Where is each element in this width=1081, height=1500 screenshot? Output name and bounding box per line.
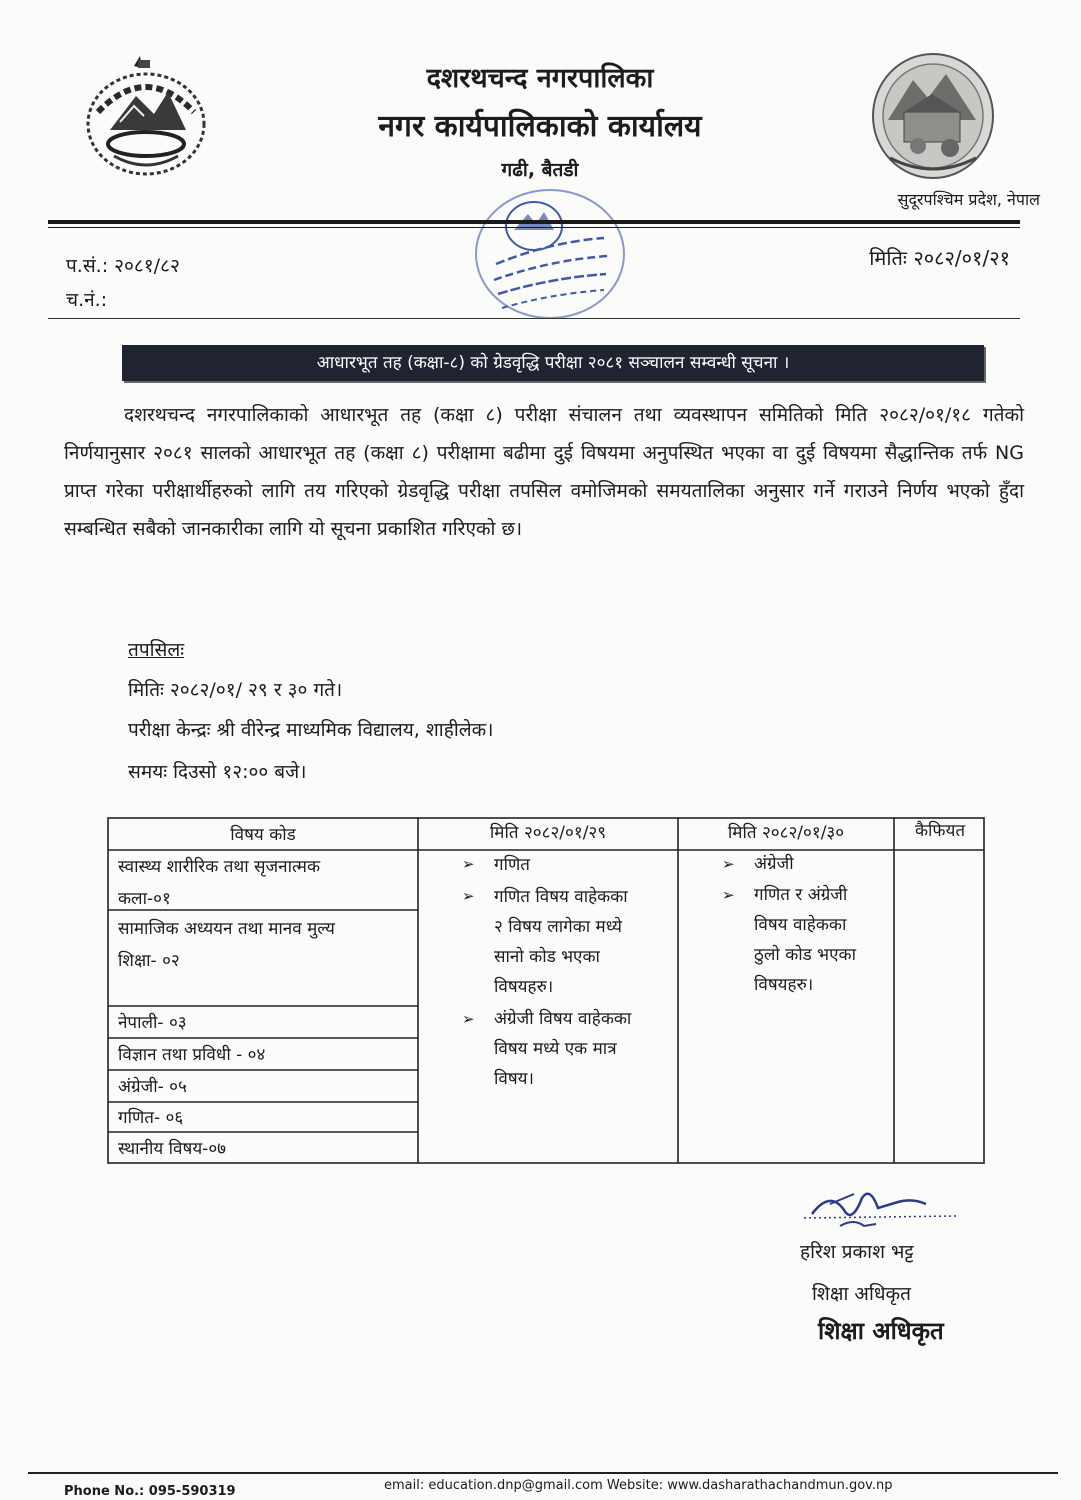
bullet-arrow-icon: ➢ [462,887,475,905]
bullet-arrow-icon: ➢ [462,1010,475,1028]
dispatch-number: च.नं.: [66,289,108,311]
day1-item: विषय मध्ये एक मात्र [494,1039,617,1059]
day1-item: गणित विषय वाहेकका [494,887,628,907]
day2-item: अंग्रेजी [754,854,794,874]
municipality-name: दशरथचन्द नगरपालिका [426,63,654,94]
subject-row: कला-०१ [118,889,171,909]
province-name: सुदूरपश्चिम प्रदेश, नेपाल [897,190,1040,209]
footer-rule [28,1472,1058,1474]
signatory-name: हरिश प्रकाश भट्ट [800,1241,914,1263]
office-stamp [470,186,630,322]
day1-item: विषयहरु। [494,977,554,997]
subject-row: गणित- ०६ [118,1108,184,1128]
header-remarks: कैफियत [914,821,966,841]
day1-item: २ विषय लागेका मध्ये [494,917,622,937]
day2-item: विषय वाहेकका [754,915,847,935]
reference-number: प.सं.: २०८१/८२ [66,255,180,277]
day1-item: विषय। [494,1069,534,1089]
ref-rule [48,318,1020,319]
footer-phone: Phone No.: 095-590319 [64,1484,236,1499]
subject-row: स्वास्थ्य शारीरिक तथा सृजनात्मक [118,857,321,877]
bullet-arrow-icon: ➢ [722,855,735,873]
subject-row: अंग्रेजी- ०५ [118,1077,187,1097]
exam-date-line: मितिः २०८२/०१/ २९ र ३० गते। [128,679,343,701]
exam-time-line: समयः दिउसो १२:०० बजे। [128,761,307,783]
header-day1: मिति २०८२/०१/२९ [489,823,607,843]
office-address: गढी, बैतडी [501,159,579,181]
day1-item: सानो कोड भएका [494,947,600,967]
details-heading: तपसिलः [128,639,185,661]
day2-item: ठुलो कोड भएका [754,945,856,965]
header-rule-thick [48,220,1020,224]
bullet-arrow-icon: ➢ [462,855,475,873]
subject-row: स्थानीय विषय-०७ [118,1139,226,1159]
subject-row: शिक्षा- ०२ [118,951,180,971]
signatory-title: शिक्षा अधिकृत [812,1283,911,1305]
day2-item: विषयहरु। [754,975,814,995]
office-name: नगर कार्यपालिकाको कार्यालय [378,109,702,144]
designation-stamp: शिक्षा अधिकृत [818,1317,944,1345]
exam-center-line: परीक्षा केन्द्रः श्री वीरेन्द्र माध्यमिक विद्यालय, शाहीलेक। [128,719,494,741]
subject-row: विज्ञान तथा प्रविधी - ०४ [118,1045,266,1065]
header-day2: मिति २०८२/०१/३० [727,823,845,843]
footer-contact: email: education.dnp@gmail.com Website: www.dasharathachandmun.gov.np [384,1478,893,1493]
header-subject-code: विषय कोड [230,825,296,845]
subject-row: सामाजिक अध्ययन तथा मानव मुल्य [118,919,335,939]
nepal-emblem-logo [76,52,216,182]
handwritten-signature [800,1180,960,1240]
subject-heading: आधारभूत तह (कक्षा-८) को ग्रेडवृद्धि परीक्षा २०८१ सञ्चालन सम्वन्धी सूचना । [122,345,984,381]
day1-item: गणित [494,855,530,875]
header-rule-thin [48,227,1020,228]
letter-date: मितिः २०८२/०१/२१ [869,246,1010,270]
notice-body: दशरथचन्द नगरपालिकाको आधारभूत तह (कक्षा ८) परीक्षा संचालन तथा व्यवस्थापन समितिको मिति २०८२/०१/१८ गतेको निर्णयानुसार २०८१ सालको आधारभूत तह (कक्षा ८) परीक्षामा बढीमा दुई विषयमा अनुपस्थित भएका वा दुई विषयमा सैद्धान्तिक तर्फ NG प्राप्त गरेका परीक्षार्थीहरुको लागि तय गरिएको ग्रेडवृद्धि परीक्षा तपसिल वमोजिमको समयतालिका अनुसार गर्ने गराउने निर्णय भएको हुँदा सम्बन्धित सबैको जानकारीका लागि यो सूचना प्रकाशित गरिएको छ। [64,404,1024,540]
bullet-arrow-icon: ➢ [722,886,735,904]
subject-row: नेपाली- ०३ [118,1013,187,1033]
day1-item: अंग्रेजी विषय वाहेकका [494,1009,632,1029]
day2-item: गणित र अंग्रेजी [754,885,848,905]
municipality-logo [868,50,998,185]
